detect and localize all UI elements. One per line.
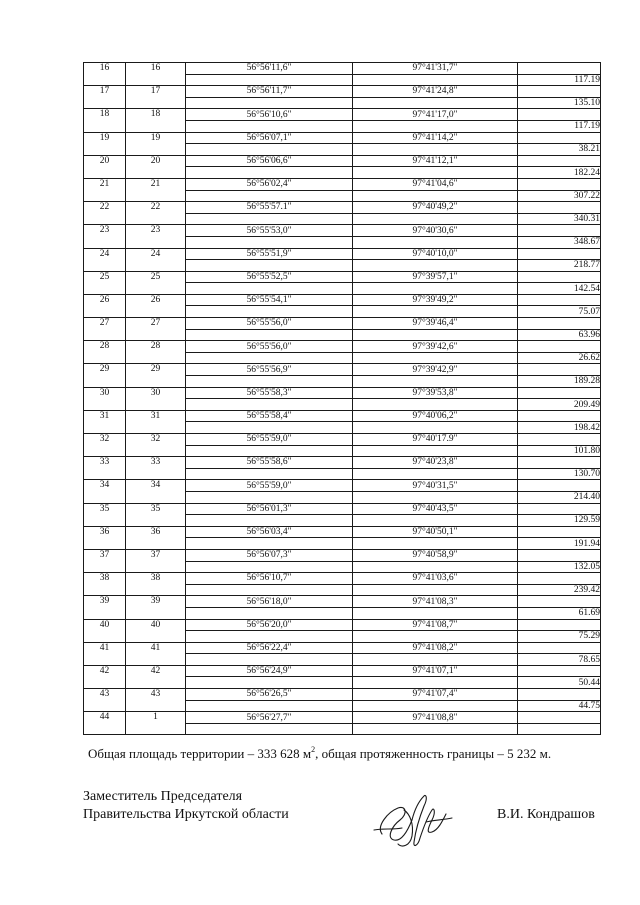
- distance-cell: 75.07: [518, 306, 601, 318]
- latitude-spacer-cell: [186, 213, 353, 225]
- row-number-cell: 34: [84, 480, 126, 503]
- distance-spacer-cell: [518, 689, 601, 701]
- longitude-cell: 97°41'12,1": [353, 155, 518, 167]
- coord-row: [84, 665, 601, 677]
- coord-row: [84, 155, 601, 167]
- row-number-cell: 41: [84, 642, 126, 665]
- point-number-cell: 31: [126, 410, 186, 433]
- point-number-cell: 40: [126, 619, 186, 642]
- coord-row: [84, 318, 601, 330]
- row-number-cell: 17: [84, 86, 126, 109]
- latitude-cell: 56°56'20,0": [186, 619, 353, 631]
- row-number-cell: 18: [84, 109, 126, 132]
- latitude-spacer-cell: [186, 700, 353, 712]
- coord-row: [84, 689, 601, 701]
- latitude-cell: 56°56'24,9": [186, 665, 353, 677]
- coord-row: [84, 387, 601, 399]
- latitude-spacer-cell: [186, 607, 353, 619]
- latitude-cell: 56°55'53,0": [186, 225, 353, 237]
- distance-spacer-cell: [518, 619, 601, 631]
- latitude-cell: 56°55'56,0": [186, 318, 353, 330]
- longitude-spacer-cell: [353, 190, 518, 202]
- row-number-cell: 32: [84, 434, 126, 457]
- latitude-cell: 56°55'56,9": [186, 364, 353, 376]
- row-number-cell: 19: [84, 132, 126, 155]
- latitude-cell: 56°55'57.1": [186, 202, 353, 214]
- signatory-name: В.И. Кондрашов: [497, 807, 595, 822]
- latitude-spacer-cell: [186, 283, 353, 295]
- latitude-cell: 56°55'54,1": [186, 294, 353, 306]
- longitude-cell: 97°41'31,7": [353, 63, 518, 75]
- row-number-cell: 43: [84, 689, 126, 712]
- latitude-spacer-cell: [186, 190, 353, 202]
- longitude-cell: 97°39'53,8": [353, 387, 518, 399]
- coord-row: [84, 202, 601, 214]
- distance-spacer-cell: [518, 63, 601, 75]
- distance-cell: 182.24: [518, 167, 601, 179]
- row-number-cell: 23: [84, 225, 126, 248]
- row-number-cell: 35: [84, 503, 126, 526]
- distance-cell: 307.22: [518, 190, 601, 202]
- point-number-cell: 39: [126, 596, 186, 619]
- point-number-cell: 35: [126, 503, 186, 526]
- distance-spacer-cell: [518, 503, 601, 515]
- longitude-cell: 97°39'46,4": [353, 318, 518, 330]
- point-number-cell: 32: [126, 434, 186, 457]
- longitude-spacer-cell: [353, 538, 518, 550]
- distance-spacer-cell: [518, 526, 601, 538]
- row-number-cell: 31: [84, 410, 126, 433]
- distance-spacer-cell: [518, 294, 601, 306]
- distance-cell: 130.70: [518, 468, 601, 480]
- point-number-cell: 20: [126, 155, 186, 178]
- point-number-cell: 27: [126, 318, 186, 341]
- latitude-spacer-cell: [186, 631, 353, 643]
- row-number-cell: 28: [84, 341, 126, 364]
- point-number-cell: 29: [126, 364, 186, 387]
- latitude-spacer-cell: [186, 97, 353, 109]
- row-number-cell: 40: [84, 619, 126, 642]
- latitude-spacer-cell: [186, 654, 353, 666]
- longitude-cell: 97°39'49,2": [353, 294, 518, 306]
- distance-cell: 117.19: [518, 120, 601, 132]
- row-number-cell: 25: [84, 271, 126, 294]
- distance-spacer-cell: [518, 410, 601, 422]
- point-number-cell: 30: [126, 387, 186, 410]
- distance-spacer-cell: [518, 596, 601, 608]
- latitude-cell: 56°56'26,5": [186, 689, 353, 701]
- latitude-cell: 56°55'59,0": [186, 480, 353, 492]
- point-number-cell: 17: [126, 86, 186, 109]
- latitude-spacer-cell: [186, 144, 353, 156]
- longitude-cell: 97°41'24,8": [353, 86, 518, 98]
- latitude-spacer-cell: [186, 260, 353, 272]
- coord-row: [84, 294, 601, 306]
- latitude-spacer-cell: [186, 422, 353, 434]
- latitude-spacer-cell: [186, 352, 353, 364]
- row-number-cell: 20: [84, 155, 126, 178]
- row-number-cell: 22: [84, 202, 126, 225]
- point-number-cell: 38: [126, 573, 186, 596]
- distance-spacer-cell: [518, 109, 601, 121]
- distance-cell: 101.80: [518, 445, 601, 457]
- longitude-cell: 97°40'43,5": [353, 503, 518, 515]
- distance-cell: 61.69: [518, 607, 601, 619]
- latitude-spacer-cell: [186, 584, 353, 596]
- row-number-cell: 24: [84, 248, 126, 271]
- coord-row: [84, 364, 601, 376]
- latitude-cell: 56°56'02,4": [186, 178, 353, 190]
- distance-cell: 26.62: [518, 352, 601, 364]
- point-number-cell: 24: [126, 248, 186, 271]
- latitude-cell: 56°56'07,1": [186, 132, 353, 144]
- longitude-spacer-cell: [353, 213, 518, 225]
- row-number-cell: 39: [84, 596, 126, 619]
- longitude-spacer-cell: [353, 631, 518, 643]
- coord-row: [84, 457, 601, 469]
- row-number-cell: 21: [84, 178, 126, 201]
- point-number-cell: 42: [126, 665, 186, 688]
- longitude-spacer-cell: [353, 399, 518, 411]
- longitude-spacer-cell: [353, 167, 518, 179]
- latitude-cell: 56°56'06,6": [186, 155, 353, 167]
- distance-cell: 214.40: [518, 491, 601, 503]
- point-number-cell: 37: [126, 549, 186, 572]
- latitude-cell: 56°56'10,6": [186, 109, 353, 121]
- distance-cell: 78.65: [518, 654, 601, 666]
- latitude-spacer-cell: [186, 399, 353, 411]
- row-number-cell: 44: [84, 712, 126, 735]
- latitude-spacer-cell: [186, 491, 353, 503]
- coord-row: [84, 109, 601, 121]
- latitude-spacer-cell: [186, 74, 353, 86]
- latitude-spacer-cell: [186, 677, 353, 689]
- distance-spacer-cell: [518, 341, 601, 353]
- longitude-cell: 97°41'14,2": [353, 132, 518, 144]
- longitude-spacer-cell: [353, 654, 518, 666]
- longitude-cell: 97°39'42,6": [353, 341, 518, 353]
- coord-row: [84, 271, 601, 283]
- coord-row: [84, 642, 601, 654]
- row-number-cell: 29: [84, 364, 126, 387]
- coord-row: [84, 132, 601, 144]
- longitude-spacer-cell: [353, 422, 518, 434]
- summary-prefix: Общая площадь территории – 333 628 м: [88, 746, 312, 761]
- longitude-cell: 97°40'49,2": [353, 202, 518, 214]
- distance-spacer-cell: [518, 712, 601, 724]
- row-number-cell: 33: [84, 457, 126, 480]
- longitude-spacer-cell: [353, 561, 518, 573]
- row-number-cell: 26: [84, 294, 126, 317]
- coord-row: [84, 434, 601, 446]
- latitude-cell: 56°56'10,7": [186, 573, 353, 585]
- coord-row: [84, 503, 601, 515]
- latitude-spacer-cell: [186, 376, 353, 388]
- longitude-spacer-cell: [353, 120, 518, 132]
- distance-cell: 142.54: [518, 283, 601, 295]
- summary-suffix: , общая протяженность границы – 5 232 м.: [315, 746, 552, 761]
- row-number-cell: 36: [84, 526, 126, 549]
- distance-cell: 189.28: [518, 376, 601, 388]
- point-number-cell: 21: [126, 178, 186, 201]
- latitude-cell: 56°56'18,0": [186, 596, 353, 608]
- distance-cell: 348.67: [518, 236, 601, 248]
- distance-spacer-cell: [518, 457, 601, 469]
- coord-row: [84, 410, 601, 422]
- longitude-cell: 97°40'31,5": [353, 480, 518, 492]
- coord-row: [84, 480, 601, 492]
- coord-row: [84, 526, 601, 538]
- longitude-spacer-cell: [353, 329, 518, 341]
- latitude-spacer-cell: [186, 561, 353, 573]
- latitude-cell: 56°55'59,0": [186, 434, 353, 446]
- latitude-spacer-cell: [186, 538, 353, 550]
- latitude-cell: 56°55'56,0": [186, 341, 353, 353]
- latitude-cell: 56°55'58,4": [186, 410, 353, 422]
- longitude-cell: 97°41'17,0": [353, 109, 518, 121]
- latitude-spacer-cell: [186, 445, 353, 457]
- coord-row: [84, 596, 601, 608]
- coord-row: [84, 341, 601, 353]
- coord-row: [84, 619, 601, 631]
- distance-spacer-cell: [518, 387, 601, 399]
- distance-cell: 38.21: [518, 144, 601, 156]
- distance-spacer-cell: [518, 549, 601, 561]
- coord-row: [84, 573, 601, 585]
- latitude-cell: 56°56'11,7": [186, 86, 353, 98]
- longitude-spacer-cell: [353, 376, 518, 388]
- longitude-spacer-cell: [353, 144, 518, 156]
- longitude-spacer-cell: [353, 236, 518, 248]
- longitude-cell: 97°40'58,9": [353, 549, 518, 561]
- coordinates-table-body: [84, 63, 601, 735]
- point-number-cell: 43: [126, 689, 186, 712]
- point-number-cell: 36: [126, 526, 186, 549]
- longitude-cell: 97°41'07,1": [353, 665, 518, 677]
- coord-row: [84, 86, 601, 98]
- longitude-cell: 97°41'08,7": [353, 619, 518, 631]
- distance-spacer-cell: [518, 248, 601, 260]
- point-number-cell: 23: [126, 225, 186, 248]
- distance-cell: 239.42: [518, 584, 601, 596]
- distance-spacer-cell: [518, 225, 601, 237]
- signatory-position-line2: Правительства Иркутской области: [83, 807, 289, 822]
- longitude-spacer-cell: [353, 491, 518, 503]
- latitude-spacer-cell: [186, 236, 353, 248]
- territory-summary: [88, 746, 551, 762]
- row-number-cell: 16: [84, 63, 126, 86]
- distance-spacer-cell: [518, 202, 601, 214]
- latitude-spacer-cell: [186, 329, 353, 341]
- point-number-cell: 18: [126, 109, 186, 132]
- longitude-cell: 97°41'03,6": [353, 573, 518, 585]
- longitude-spacer-cell: [353, 260, 518, 272]
- point-number-cell: 34: [126, 480, 186, 503]
- longitude-cell: 97°41'04,6": [353, 178, 518, 190]
- row-number-cell: 27: [84, 318, 126, 341]
- distance-cell: 129.59: [518, 515, 601, 527]
- distance-cell: [518, 723, 601, 735]
- distance-cell: 63.96: [518, 329, 601, 341]
- longitude-cell: 97°40'30,6": [353, 225, 518, 237]
- point-number-cell: 33: [126, 457, 186, 480]
- longitude-cell: 97°41'08,8": [353, 712, 518, 724]
- latitude-cell: 56°56'07,3": [186, 549, 353, 561]
- distance-cell: 75.29: [518, 631, 601, 643]
- point-number-cell: 41: [126, 642, 186, 665]
- coordinates-table-container: [83, 62, 600, 735]
- latitude-spacer-cell: [186, 120, 353, 132]
- longitude-spacer-cell: [353, 445, 518, 457]
- distance-cell: 50.44: [518, 677, 601, 689]
- distance-cell: 340.31: [518, 213, 601, 225]
- latitude-cell: 56°55'58,6": [186, 457, 353, 469]
- longitude-cell: 97°40'23,8": [353, 457, 518, 469]
- distance-spacer-cell: [518, 132, 601, 144]
- longitude-cell: 97°41'07,4": [353, 689, 518, 701]
- latitude-cell: 56°55'52,5": [186, 271, 353, 283]
- longitude-spacer-cell: [353, 515, 518, 527]
- latitude-cell: 56°56'22,4": [186, 642, 353, 654]
- longitude-cell: 97°40'06,2": [353, 410, 518, 422]
- distance-cell: 191.94: [518, 538, 601, 550]
- coordinates-table: [83, 62, 601, 735]
- longitude-spacer-cell: [353, 97, 518, 109]
- coord-row: [84, 178, 601, 190]
- longitude-spacer-cell: [353, 723, 518, 735]
- point-number-cell: 26: [126, 294, 186, 317]
- coord-row: [84, 712, 601, 724]
- latitude-spacer-cell: [186, 306, 353, 318]
- longitude-cell: 97°40'50,1": [353, 526, 518, 538]
- point-number-cell: 16: [126, 63, 186, 86]
- latitude-spacer-cell: [186, 723, 353, 735]
- longitude-spacer-cell: [353, 352, 518, 364]
- point-number-cell: 22: [126, 202, 186, 225]
- longitude-spacer-cell: [353, 607, 518, 619]
- latitude-cell: 56°55'51,9": [186, 248, 353, 260]
- point-number-cell: 25: [126, 271, 186, 294]
- distance-spacer-cell: [518, 86, 601, 98]
- distance-spacer-cell: [518, 434, 601, 446]
- distance-spacer-cell: [518, 642, 601, 654]
- distance-spacer-cell: [518, 364, 601, 376]
- latitude-cell: 56°56'01,3": [186, 503, 353, 515]
- distance-spacer-cell: [518, 573, 601, 585]
- row-number-cell: 38: [84, 573, 126, 596]
- latitude-cell: 56°56'11,6": [186, 63, 353, 75]
- distance-spacer-cell: [518, 178, 601, 190]
- distance-cell: 198.42: [518, 422, 601, 434]
- point-number-cell: 1: [126, 712, 186, 735]
- distance-spacer-cell: [518, 318, 601, 330]
- distance-spacer-cell: [518, 155, 601, 167]
- coord-row: [84, 225, 601, 237]
- point-number-cell: 19: [126, 132, 186, 155]
- signatory-position-line1: Заместитель Председателя: [83, 789, 243, 804]
- longitude-cell: 97°41'08,2": [353, 642, 518, 654]
- point-number-cell: 28: [126, 341, 186, 364]
- longitude-cell: 97°41'08,3": [353, 596, 518, 608]
- coord-row: [84, 248, 601, 260]
- distance-cell: 117.19: [518, 74, 601, 86]
- latitude-spacer-cell: [186, 167, 353, 179]
- longitude-spacer-cell: [353, 700, 518, 712]
- coord-row: [84, 63, 601, 75]
- longitude-cell: 97°40'10,0": [353, 248, 518, 260]
- longitude-spacer-cell: [353, 306, 518, 318]
- distance-cell: 132.05: [518, 561, 601, 573]
- longitude-spacer-cell: [353, 677, 518, 689]
- distance-cell: 209.49: [518, 399, 601, 411]
- summary-superscript: 2: [311, 745, 316, 754]
- row-number-cell: 30: [84, 387, 126, 410]
- handwritten-signature: [368, 790, 460, 852]
- latitude-cell: 56°56'03,4": [186, 526, 353, 538]
- longitude-cell: 97°39'42,9": [353, 364, 518, 376]
- longitude-spacer-cell: [353, 283, 518, 295]
- longitude-spacer-cell: [353, 468, 518, 480]
- distance-cell: 44.75: [518, 700, 601, 712]
- longitude-spacer-cell: [353, 74, 518, 86]
- distance-spacer-cell: [518, 271, 601, 283]
- distance-cell: 135.10: [518, 97, 601, 109]
- row-number-cell: 37: [84, 549, 126, 572]
- row-number-cell: 42: [84, 665, 126, 688]
- distance-spacer-cell: [518, 665, 601, 677]
- distance-spacer-cell: [518, 480, 601, 492]
- coord-row: [84, 549, 601, 561]
- latitude-spacer-cell: [186, 468, 353, 480]
- longitude-cell: 97°40'17.9": [353, 434, 518, 446]
- distance-cell: 218.77: [518, 260, 601, 272]
- latitude-cell: 56°56'27,7": [186, 712, 353, 724]
- latitude-cell: 56°55'58,3": [186, 387, 353, 399]
- latitude-spacer-cell: [186, 515, 353, 527]
- longitude-spacer-cell: [353, 584, 518, 596]
- longitude-cell: 97°39'57,1": [353, 271, 518, 283]
